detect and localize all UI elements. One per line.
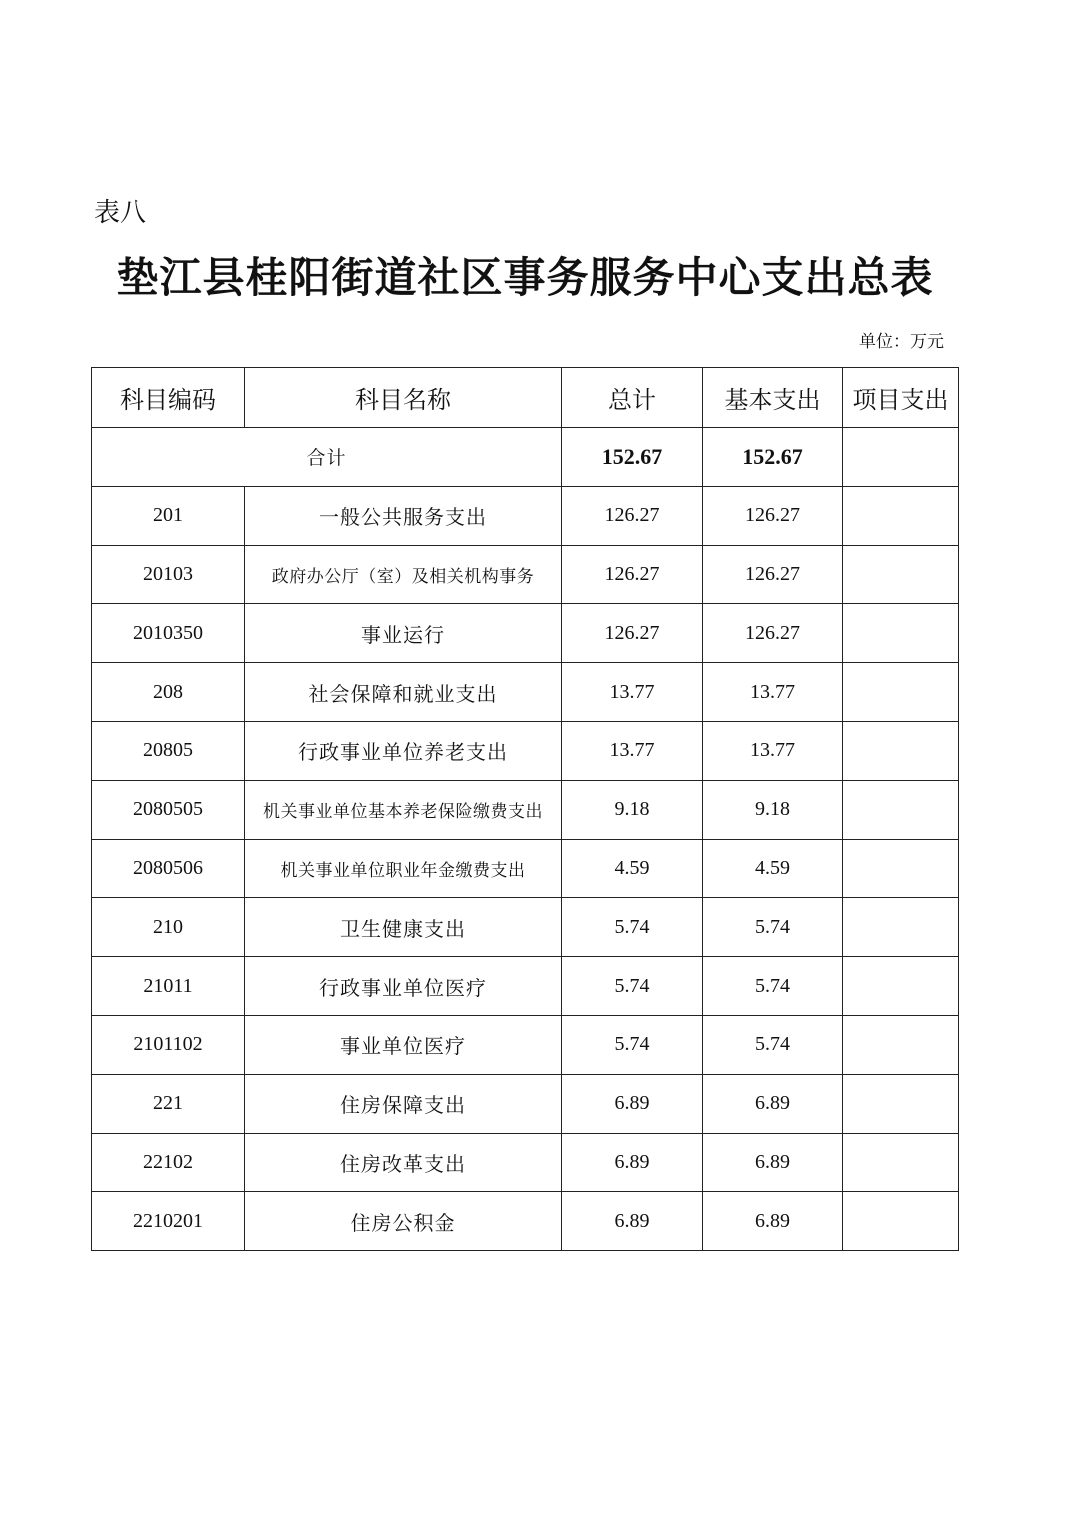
row-code: 208 — [92, 663, 245, 722]
row-basic: 126.27 — [703, 486, 843, 545]
row-code: 2080505 — [92, 780, 245, 839]
row-basic: 5.74 — [703, 1015, 843, 1074]
row-name: 机关事业单位基本养老保险缴费支出 — [245, 780, 562, 839]
row-code: 2210201 — [92, 1192, 245, 1251]
row-basic: 5.74 — [703, 898, 843, 957]
row-basic: 6.89 — [703, 1133, 843, 1192]
row-total: 9.18 — [562, 780, 703, 839]
row-name: 事业运行 — [245, 604, 562, 663]
row-project — [843, 721, 959, 780]
table-row — [92, 604, 959, 663]
total-label: 合计 — [92, 428, 562, 487]
row-basic: 13.77 — [703, 663, 843, 722]
row-project — [843, 486, 959, 545]
row-name: 卫生健康支出 — [245, 898, 562, 957]
row-total: 13.77 — [562, 663, 703, 722]
row-project — [843, 663, 959, 722]
row-project — [843, 1192, 959, 1251]
total-total: 152.67 — [562, 428, 703, 487]
row-code: 210 — [92, 898, 245, 957]
row-project — [843, 780, 959, 839]
row-total: 6.89 — [562, 1133, 703, 1192]
row-project — [843, 1015, 959, 1074]
row-project — [843, 604, 959, 663]
total-project — [843, 428, 959, 487]
row-name: 住房改革支出 — [245, 1133, 562, 1192]
unit-label: 单位：万元 — [859, 332, 944, 352]
table-row — [92, 486, 959, 545]
row-name: 住房公积金 — [245, 1192, 562, 1251]
row-basic: 6.89 — [703, 1074, 843, 1133]
row-basic: 126.27 — [703, 604, 843, 663]
row-total: 126.27 — [562, 486, 703, 545]
table-row — [92, 1015, 959, 1074]
table-row — [92, 780, 959, 839]
row-code: 21011 — [92, 957, 245, 1016]
row-total: 5.74 — [562, 898, 703, 957]
row-code: 2101102 — [92, 1015, 245, 1074]
row-name: 政府办公厅（室）及相关机构事务 — [245, 545, 562, 604]
row-basic: 6.89 — [703, 1192, 843, 1251]
row-total: 6.89 — [562, 1192, 703, 1251]
table-row — [92, 839, 959, 898]
row-name: 行政事业单位医疗 — [245, 957, 562, 1016]
row-total: 5.74 — [562, 1015, 703, 1074]
row-code: 22102 — [92, 1133, 245, 1192]
row-total: 5.74 — [562, 957, 703, 1016]
table-row — [92, 663, 959, 722]
row-basic: 4.59 — [703, 839, 843, 898]
header-basic: 基本支出 — [703, 368, 843, 428]
table-row — [92, 545, 959, 604]
table-row — [92, 1074, 959, 1133]
row-project — [843, 545, 959, 604]
row-name: 事业单位医疗 — [245, 1015, 562, 1074]
row-basic: 9.18 — [703, 780, 843, 839]
table-row — [92, 957, 959, 1016]
total-row — [92, 428, 959, 487]
row-basic: 126.27 — [703, 545, 843, 604]
row-name: 社会保障和就业支出 — [245, 663, 562, 722]
table-row — [92, 898, 959, 957]
header-total: 总计 — [562, 368, 703, 428]
row-code: 20805 — [92, 721, 245, 780]
row-name: 住房保障支出 — [245, 1074, 562, 1133]
table-row — [92, 1192, 959, 1251]
row-code: 221 — [92, 1074, 245, 1133]
row-code: 2080506 — [92, 839, 245, 898]
row-basic: 5.74 — [703, 957, 843, 1016]
table-number-label: 表八 — [94, 198, 147, 228]
row-project — [843, 1074, 959, 1133]
row-total: 13.77 — [562, 721, 703, 780]
row-total: 4.59 — [562, 839, 703, 898]
header-project: 项目支出 — [843, 368, 959, 428]
expenditure-table — [91, 367, 959, 1251]
row-basic: 13.77 — [703, 721, 843, 780]
row-code: 20103 — [92, 545, 245, 604]
row-project — [843, 1133, 959, 1192]
row-project — [843, 839, 959, 898]
row-project — [843, 898, 959, 957]
table-header-row — [92, 368, 959, 428]
row-name: 机关事业单位职业年金缴费支出 — [245, 839, 562, 898]
document-title: 垫江县桂阳街道社区事务服务中心支出总表 — [116, 253, 934, 302]
header-code: 科目编码 — [92, 368, 245, 428]
row-code: 201 — [92, 486, 245, 545]
row-project — [843, 957, 959, 1016]
row-total: 6.89 — [562, 1074, 703, 1133]
row-name: 一般公共服务支出 — [245, 486, 562, 545]
total-basic: 152.67 — [703, 428, 843, 487]
row-total: 126.27 — [562, 545, 703, 604]
row-code: 2010350 — [92, 604, 245, 663]
row-name: 行政事业单位养老支出 — [245, 721, 562, 780]
table-row — [92, 1133, 959, 1192]
header-name: 科目名称 — [245, 368, 562, 428]
table-row — [92, 721, 959, 780]
row-total: 126.27 — [562, 604, 703, 663]
